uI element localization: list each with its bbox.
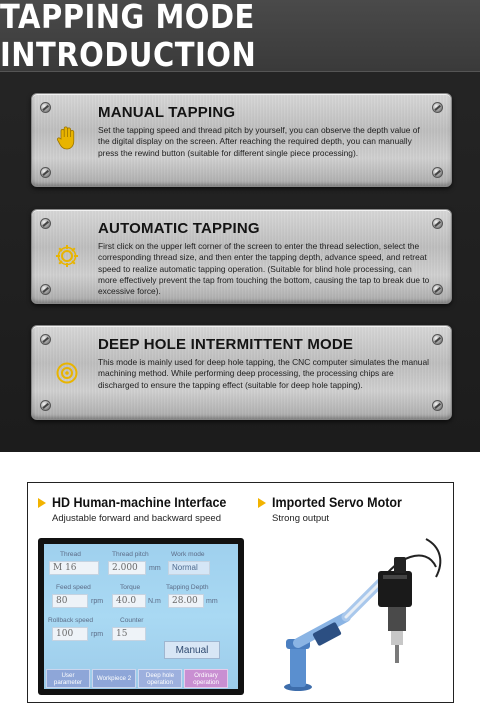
torque-field[interactable]: 40.0 <box>112 594 146 608</box>
mode-card-manual <box>31 93 452 187</box>
pitch-field[interactable]: 2.000 <box>108 561 146 575</box>
mode-title: DEEP HOLE INTERMITTENT MODE <box>98 336 354 353</box>
feature-title-hmi: HD Human-machine Interface <box>52 495 227 511</box>
gear-icon <box>54 243 80 269</box>
mode-description: First click on the upper left corner of the screen to enter the thread selection, select the corresponding thread size, and then enter the tapping depth, advance speed, and retreat speed to realize automatic tapping operation. (Suitable for blind hole processing, can more effectively prevent the tap from touching the bottom, causing the tap to break due to excessive force). <box>98 241 430 297</box>
hmi-display <box>44 544 238 689</box>
screw-icon <box>432 400 443 411</box>
mode-card-automatic <box>31 209 452 304</box>
screw-icon <box>40 334 51 345</box>
torque-unit: N.m <box>148 598 161 605</box>
mode-title: AUTOMATIC TAPPING <box>98 220 260 237</box>
tab-ordinary[interactable]: Ordinary operation <box>184 669 228 688</box>
screw-icon <box>432 284 443 295</box>
screw-icon <box>432 167 443 178</box>
arrow-right-icon <box>258 498 266 508</box>
mode-card-deep-hole <box>31 325 452 420</box>
depth-field[interactable]: 28.00 <box>168 594 204 608</box>
thread-label: Thread <box>60 551 81 558</box>
page-title: TAPPING MODE INTRODUCTION <box>0 0 257 74</box>
thread-field[interactable]: M 16 <box>49 561 99 575</box>
mode-title: MANUAL TAPPING <box>98 104 236 121</box>
rollback-field[interactable]: 100 <box>52 627 88 641</box>
header-bar <box>0 0 480 72</box>
counter-label: Counter <box>120 617 144 624</box>
counter-field[interactable]: 15 <box>112 627 146 641</box>
hand-icon <box>54 125 80 151</box>
screw-icon <box>432 218 443 229</box>
pitch-label: Thread pitch <box>112 551 149 558</box>
screw-icon <box>40 102 51 113</box>
screw-icon <box>40 167 51 178</box>
tapping-machine-image <box>276 527 448 699</box>
feature-subtitle-hmi: Adjustable forward and backward speed <box>52 513 221 524</box>
depth-label: Tapping Depth <box>166 584 209 591</box>
screw-icon <box>40 218 51 229</box>
mode-description: Set the tapping speed and thread pitch by yourself, you can observe the depth value of the digital display on the screen. After reaching the required depth, you can manually press the rewind button (suitable for different single piece processing). <box>98 125 420 158</box>
screw-icon <box>40 400 51 411</box>
tab-workpiece[interactable]: Workpiece 2 <box>92 669 136 688</box>
screw-icon <box>40 284 51 295</box>
features-frame <box>27 482 454 703</box>
rollback-label: Rollback speed <box>48 617 94 624</box>
feed-unit: rpm <box>91 598 104 605</box>
feature-subtitle-servo: Strong output <box>272 513 330 524</box>
tab-user-parameter[interactable]: User parameter <box>46 669 90 688</box>
hmi-screen <box>38 538 244 695</box>
tab-deep-hole[interactable]: Deep hole operation <box>138 669 182 688</box>
pitch-unit: mm <box>149 565 161 572</box>
arrow-right-icon <box>38 498 46 508</box>
feed-label: Feed speed <box>56 584 91 591</box>
mode-description: This mode is mainly used for deep hole tapping, the CNC computer simulates the manual machining method. While performing deep processing, the processing chips are discharged to ensure the tapping effect (suitable for deep hole tapping). <box>98 357 429 390</box>
screw-icon <box>432 102 443 113</box>
target-icon <box>54 360 80 386</box>
feature-title-servo: Imported Servo Motor <box>272 495 402 511</box>
rollback-unit: rpm <box>91 631 104 638</box>
feed-field[interactable]: 80 <box>52 594 88 608</box>
torque-label: Torque <box>120 584 141 591</box>
depth-unit: mm <box>206 598 218 605</box>
screw-icon <box>432 334 443 345</box>
features-section <box>0 452 480 716</box>
mode-label: Work mode <box>171 551 205 558</box>
manual-button[interactable]: Manual <box>164 641 220 659</box>
mode-field[interactable]: Normal <box>168 561 210 575</box>
